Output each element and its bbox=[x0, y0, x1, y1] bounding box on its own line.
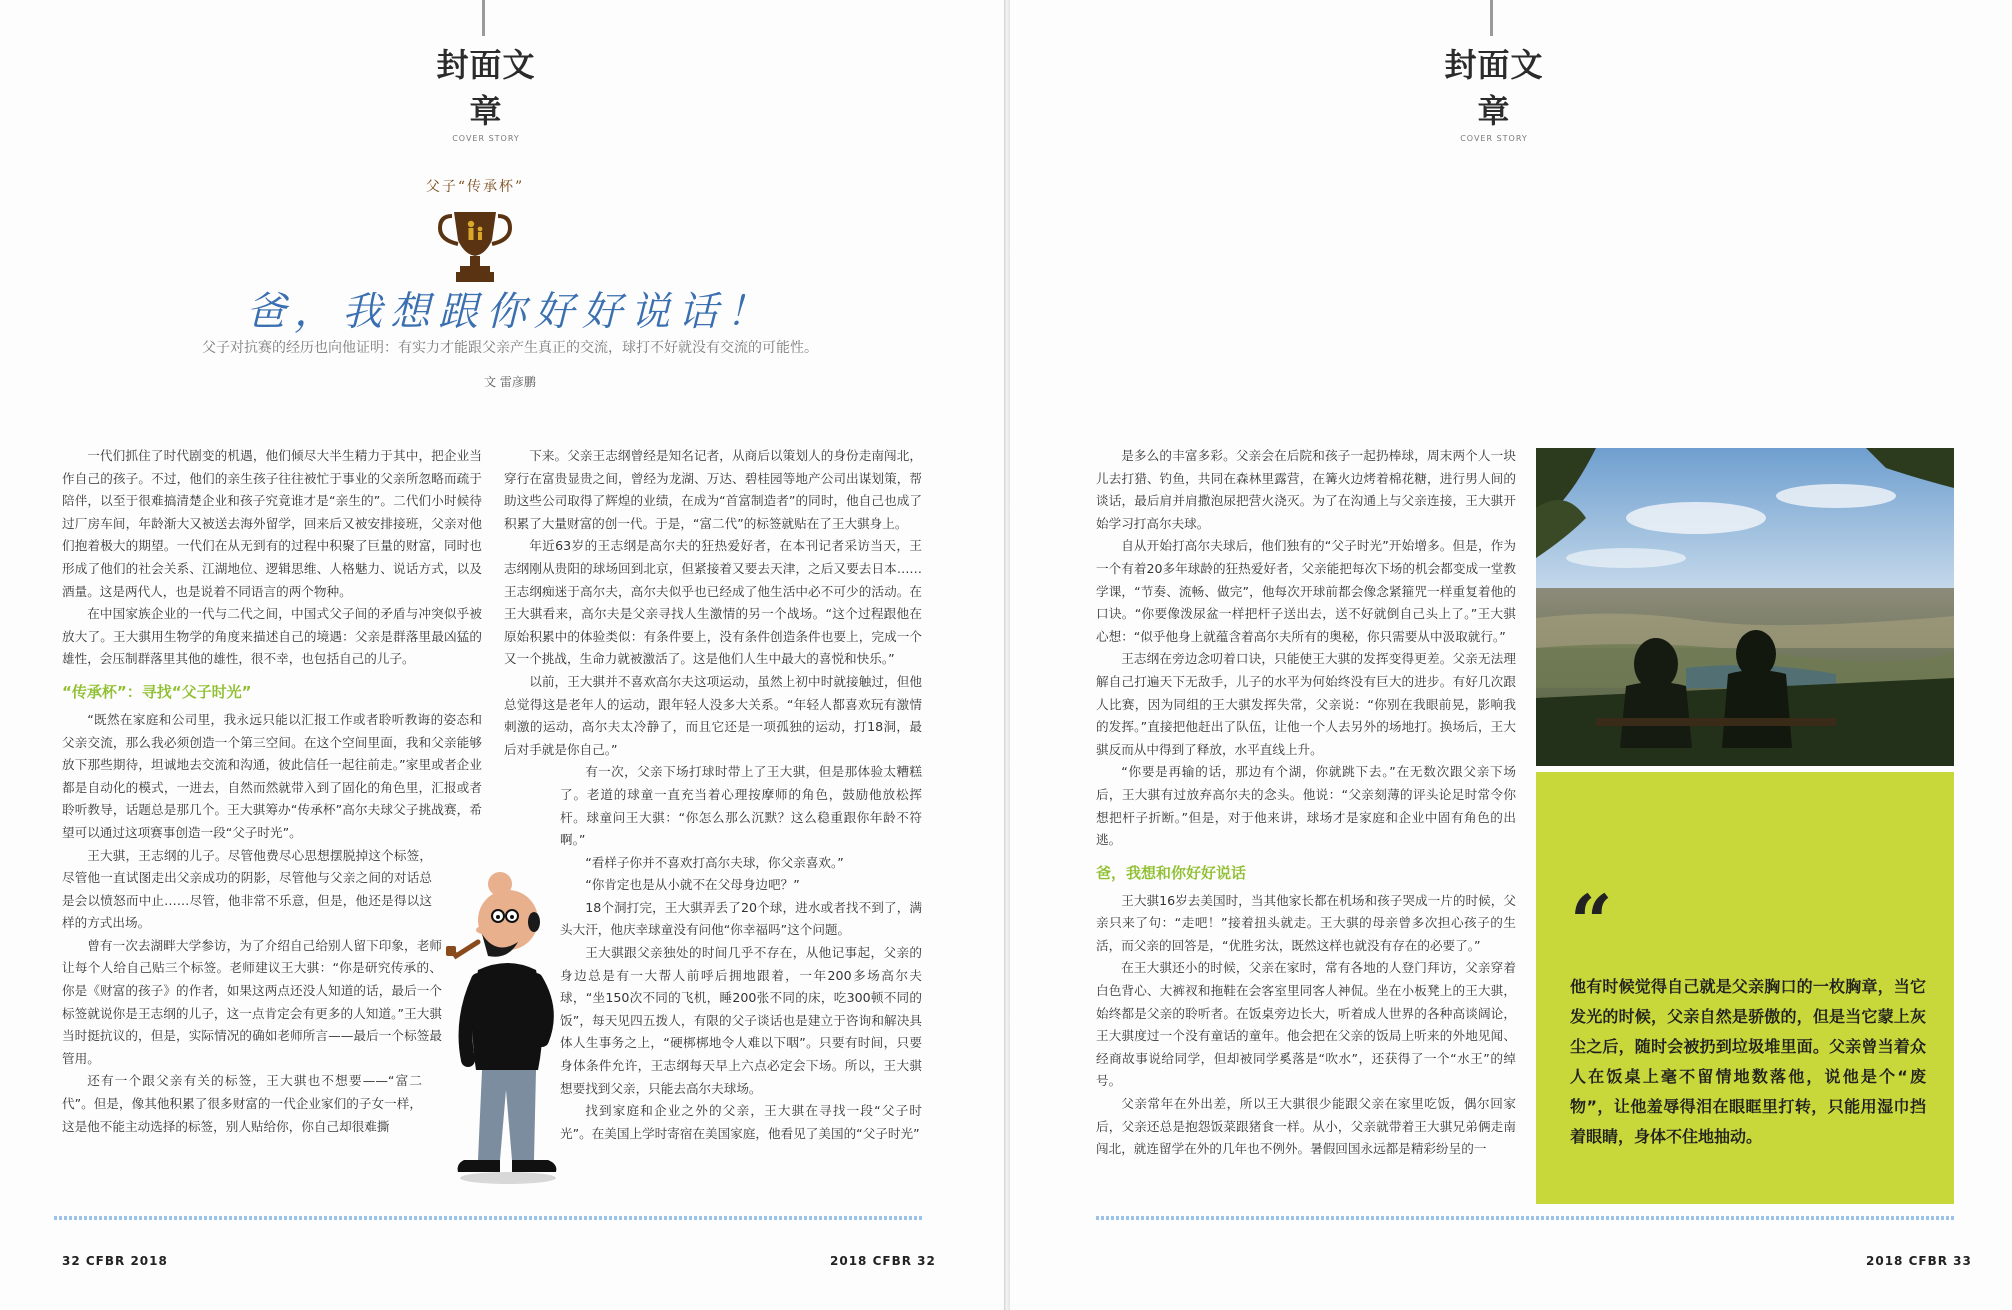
body-column-3 bbox=[1096, 445, 1516, 1161]
paragraph: 一代们抓住了时代剧变的机遇，他们倾尽大半生精力于其中，把企业当作自己的孩子。不过，他们的亲生孩子往往被忙于事业的父亲所忽略而疏于陪伴，以至于很难搞清楚企业和孩子究竟谁才是“亲生的”。二代们小时候待过厂房车间，年龄渐大又被送去海外留学，回来后又被安排接班，父亲对他们抱着极大的期望。一代们在从无到有的过程中积聚了巨量的财富，同时也形成了他们的社会关系、江湖地位、逻辑思维、人格魅力、说话方式，以及酒量。这是两代人，也是说着不同语言的两个物种。 bbox=[62, 448, 482, 599]
paragraph: “你肯定也是从小就不在父母身边吧？” bbox=[585, 877, 800, 893]
paragraph: “既然在家庭和公司里，我永远只能以汇报工作或者聆听教诲的姿态和父亲交流，那么我必须创造一个第三空间。在这个空间里面，我和父亲能够放下那些期待，坦诚地去交流和沟通，彼此信任一起往前走。”家里或者企业都是自动化的模式，一进去，自然而然就带入到了固化的角色里，汇报或者聆听教导，话题总是那几个。王大骐筹办“传承杯”高尔夫球父子挑战赛，希望可以通过这项赛事创造一段“父子时光”。 bbox=[62, 711, 482, 840]
trophy-icon bbox=[400, 176, 550, 286]
paragraph: 父亲常年在外出差，所以王大骐很少能跟父亲在家里吃饭，偶尔回家后，父亲还总是抱怨饭菜跟猪食一样。从小，父亲就带着王大骐兄弟俩走南闯北，就连留学在外的几年也不例外。暑假回国永远都是精彩纷呈的一 bbox=[1096, 1096, 1516, 1157]
pull-quote-text: 他有时候觉得自己就是父亲胸口的一枚胸章，当它发光的时候，父亲自然是骄傲的，但是当它蒙上灰尘之后，随时会被扔到垃圾堆里面。父亲曾当着众人在饭桌上毫不留情地数落他，说他是个“废物”，让他羞辱得泪在眼眶里打转，只能用湿巾挡着眼睛，身体不住地抽动。 bbox=[1570, 977, 1926, 1146]
paragraph: 下来。父亲王志纲曾经是知名记者，从商后以策划人的身份走南闯北，穿行在富贵显贵之间，曾经为龙湖、万达、碧桂园等地产公司出谋划策，帮助这些公司取得了辉煌的业绩，在成为“首富制造者”的同时，他自己也成了积累了大量财富的创一代。于是，“富二代”的标签就贴在了王大骐身上。 bbox=[504, 448, 922, 531]
cover-story-logo bbox=[426, 40, 546, 143]
page-number-right: 2018 CFBR 33 bbox=[1866, 1254, 1972, 1268]
paragraph: 王大骐跟父亲独处的时间几乎不存在，从他记事起，父亲的身边总是有一大帮人前呼后拥地跟着，一年200多场高尔夫球，“坐150次不同的飞机，睡200张不同的床，吃300顿不同的饭”，每天见四五拨人，有限的父子谈话也是建立于咨询和解决具体人生事务之上，“硬梆梆地令人难以下咽”。只要有时间，只要身体条件允许，王志纲每天早上六点必定会下场。所以，王大骐想要找到父亲，只能去高尔夫球场。 bbox=[560, 945, 922, 1096]
paragraph: 曾有一次去湖畔大学参访，为了介绍自己给别人留下印象，老师让每个人给自己贴三个标签。老师建议王大骐：“你是研究传承的、你是《财富的孩子》的作者，如果这两点还没人知道的话，最后一个标签就说你是王志纲的儿子，这一点肯定会有更多的人知道。”王大骐当时挺抗议的，但是，实际情况的确如老师所言——最后一个标签最管用。 bbox=[62, 937, 442, 1066]
article-title: 爸，我想跟你好好说话！ bbox=[246, 289, 774, 335]
article-subtitle: 父子对抗赛的经历也向他证明：有实力才能跟父亲产生真正的交流，球打不好就没有交流的可能性。 bbox=[202, 340, 818, 356]
bottom-rule bbox=[1096, 1216, 1956, 1220]
quote-mark-icon: “ bbox=[1570, 880, 1613, 966]
paragraph: 找到家庭和企业之外的父亲，王大骐在寻找一段“父子时光”。在美国上学时寄宿在美国家庭，他看见了美国的“父子时光” bbox=[560, 1103, 922, 1141]
paragraph: 在中国家族企业的一代与二代之间，中国式父子间的矛盾与冲突似乎被放大了。王大骐用生物学的角度来描述自己的境遇：父亲是群落里最凶猛的雄性，会压制群落里其他的雄性，很不幸，也包括自己的儿子。 bbox=[62, 606, 482, 667]
paragraph: 有一次，父亲下场打球时带上了王大骐，但是那体验太糟糕了。老道的球童一直充当着心理按摩师的角色，鼓励他放松挥杆。球童问王大骐：“你怎么那么沉默？这么稳重跟你年龄不符啊。” bbox=[560, 764, 922, 848]
paragraph: 王大骐16岁去美国时，当其他家长都在机场和孩子哭成一片的时候，父亲只来了句：“走吧！”接着扭头就走。王大骐的母亲曾多次担心孩子的生活，而父亲的回答是，“优胜劣汰，既然这样也就没有存在的必要了。” bbox=[1096, 892, 1516, 953]
paragraph: 年近63岁的王志纲是高尔夫的狂热爱好者，在本刊记者采访当天，王志纲刚从贵阳的球场回到北京，但紧接着又要去天津，之后又要去日本……王志纲痴迷于高尔夫，高尔夫似乎也已经成了他生活中必不可少的活动。在王大骐看来，高尔夫是父亲寻找人生激情的另一个战场。“这个过程跟他在原始积累中的体验类似：有条件要上，没有条件创造条件也要上，完成一个又一个挑战，生命力就被激活了。这是他们人生中最大的喜悦和快乐。” bbox=[504, 538, 922, 667]
page-number-left: 32 CFBR 2018 bbox=[62, 1254, 168, 1268]
section-heading: “传承杯”：寻找“父子时光” bbox=[62, 682, 252, 701]
paragraph: 在王大骐还小的时候，父亲在家时，常有各地的人登门拜访，父亲穿着白色背心、大裤衩和拖鞋在会客室里同客人神侃。坐在小板凳上的王大骐，始终都是父亲的聆听者。在饭桌旁边长大，听着成人世界的各种高谈阔论，王大骐度过一个没有童话的童年。他会把在父亲的饭局上听来的外地见闻、经商故事说给同学，但却被同学奚落是“吹水”，还获得了一个“水王”的绰号。 bbox=[1096, 960, 1516, 1089]
paragraph: 是多么的丰富多彩。父亲会在后院和孩子一起扔棒球，周末两个人一块儿去打猎、钓鱼，共同在森林里露营，在篝火边烤着棉花糖，进行男人间的谈话，最后肩并肩撒泡尿把营火浇灭。为了在沟通上与父亲连接，王大骐开始学习打高尔夫球。 bbox=[1096, 448, 1516, 531]
paragraph: 还有一个跟父亲有关的标签，王大骐也不想要——“富二代”。但是，像其他积累了很多财富的一代企业家们的子女一样，这是他不能主动选择的标签，别人贴给你，你自己却很难撕 bbox=[62, 1073, 422, 1134]
paragraph: 自从开始打高尔夫球后，他们独有的“父子时光”开始增多。但是，作为一个有着20多年球龄的狂热爱好者，父亲能把每次下场的机会都变成一堂教学课，“节奏、流畅、做完”，他每次开球前都会像念紧箍咒一样重复着他的口诀。“你要像泼尿盆一样把杆子送出去，送不好就倒自己头上了。”王大骐心想：“似乎他身上就蕴含着高尔夫所有的奥秘，你只需要从中汲取就行。” bbox=[1096, 538, 1516, 644]
paragraph: 王志纲在旁边念叨着口诀，只能使王大骐的发挥变得更差。父亲无法理解自己打遍天下无敌手，儿子的水平为何始终没有巨大的进步。有好几次跟人比赛，因为同组的王大骐发挥失常，父亲说：“你别在我眼前晃，影响我的发挥。”直接把他赶出了队伍，让他一个人去另外的场地打。换场后，王大骐反而从中得到了释放，水平直线上升。 bbox=[1096, 651, 1516, 757]
cover-story-logo-en: COVER STORY bbox=[1460, 134, 1528, 143]
cover-story-marker-line bbox=[482, 0, 485, 36]
paragraph: 以前，王大骐并不喜欢高尔夫这项运动，虽然上初中时就接触过，但他总觉得这是老年人的运动，跟年轻人没多大关系。“年轻人都喜欢玩有激情刺激的运动，高尔夫太冷静了，而且它还是一项孤独的运动，打18洞，最后对手就是你自己。” bbox=[504, 673, 922, 757]
bottom-rule bbox=[54, 1216, 924, 1220]
section-heading: 爸，我想和你好好说话 bbox=[1096, 863, 1247, 882]
body-column-1 bbox=[62, 445, 482, 1138]
paragraph: 18个洞打完，王大骐弄丢了20个球，进水或者找不到了，满头大汗，他庆幸球童没有问他“你幸福吗”这个问题。 bbox=[560, 899, 922, 938]
pull-quote-box bbox=[1536, 772, 1954, 1204]
page-number-left-inner: 2018 CFBR 32 bbox=[830, 1254, 936, 1268]
landscape-photo bbox=[1536, 448, 1954, 766]
article-byline: 文 雷彦鹏 bbox=[484, 375, 536, 389]
cover-story-logo bbox=[1434, 40, 1554, 143]
cover-story-logo-en: COVER STORY bbox=[452, 134, 520, 143]
cover-story-logo-cn: 封面文章 bbox=[1444, 46, 1544, 130]
cartoon-man-with-pipe-illustration bbox=[438, 860, 578, 1190]
paragraph: “看样子你并不喜欢打高尔夫球，你父亲喜欢。” bbox=[585, 854, 844, 870]
left-page bbox=[0, 0, 1004, 1310]
paragraph: 王大骐，王志纲的儿子。尽管他费尽心思想摆脱掉这个标签，尽管他一直试图走出父亲成功的阴影，尽管他与父亲之间的对话总是会以愤怒而中止……尽管，他非常不乐意，但是，他还是得以这样的方式出场。 bbox=[62, 847, 432, 931]
paragraph: “你要是再输的话，那边有个湖，你就跳下去。”在无数次跟父亲下场后，王大骐有过放弃高尔夫的念头。他说：“父亲刻薄的评头论足时常令你想把杆子折断。”但是，对于他来讲，球场才是家庭和企业中固有角色的出逃。 bbox=[1096, 764, 1516, 848]
cover-story-marker-line bbox=[1490, 0, 1493, 36]
trophy-caption: 父子“传承杯” bbox=[425, 179, 525, 195]
cover-story-logo-cn: 封面文章 bbox=[436, 46, 536, 130]
trophy-emblem bbox=[400, 176, 550, 286]
